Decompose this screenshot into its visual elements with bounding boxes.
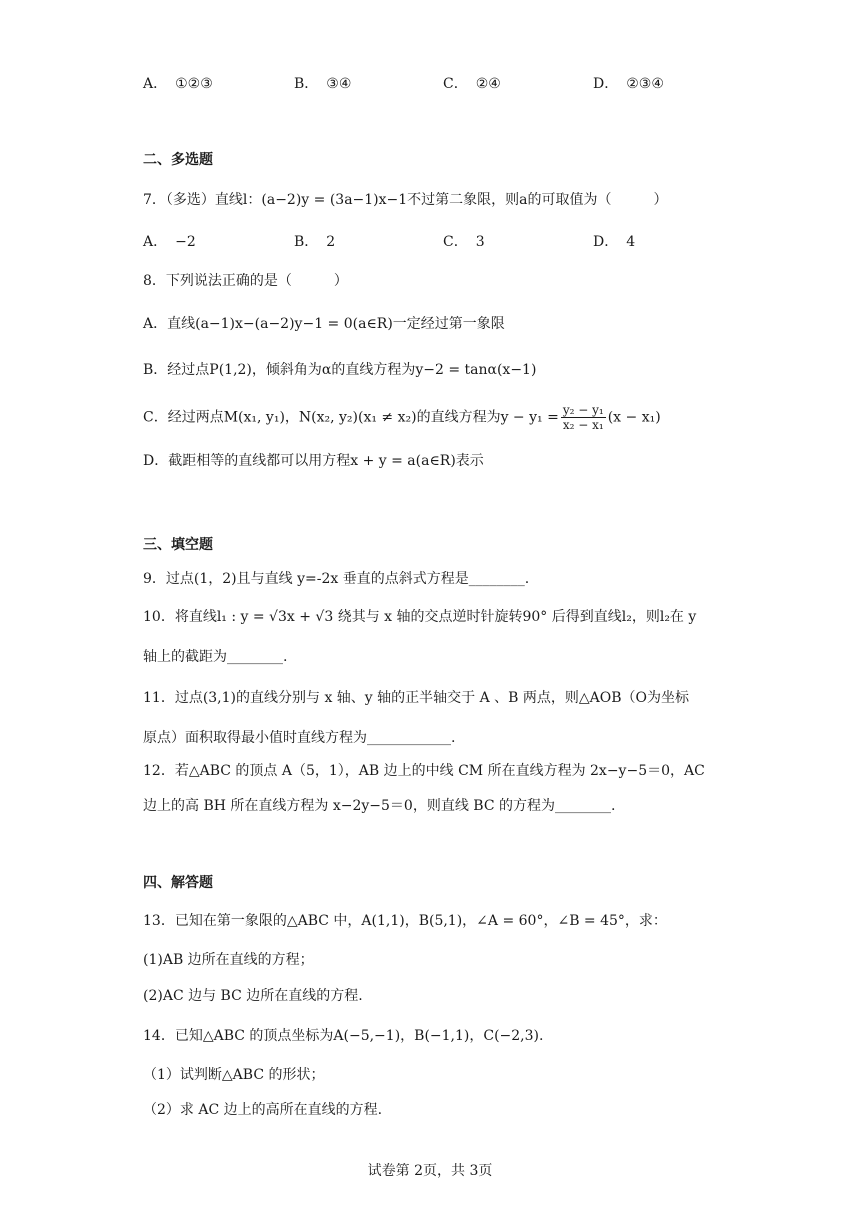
q10-line2: 轴上的截距为________. (143, 649, 288, 665)
fraction-numerator: y₂ − y₁ (562, 403, 604, 417)
q11-line2: 原点）面积取得最小值时直线方程为____________. (143, 730, 456, 746)
q8-option-c-text: C．经过两点M(x₁, y₁)，N(x₂, y₂)(x₁ ≠ x₂)的直线方程为y − y₁ = (143, 409, 559, 426)
q13-stem: 13．已知在第一象限的△ABC 中，A(1,1)，B(5,1)，∠A = 60°，∠B = 45°，求： (143, 913, 667, 929)
q10-line1: 10．将直线l₁ : y = √3x + √3 绕其与 x 轴的交点逆时针旋转90° 后得到直线l₂，则l₂在 y (143, 609, 697, 625)
q7-options (143, 231, 763, 251)
section-heading-multiple-choice: 二、多选题 (143, 152, 213, 168)
q8-option-c-fraction (561, 403, 606, 432)
q6-options (143, 73, 763, 93)
q8-stem: 8．下列说法正确的是（ ） (143, 273, 348, 289)
q7-option-d: D． 4 (593, 234, 636, 250)
q14-part1: （1）试判断△ABC 的形状； (143, 1067, 325, 1083)
q13-part2: (2)AC 边与 BC 边所在直线的方程. (143, 988, 363, 1004)
section-heading-fill-in: 三、填空题 (143, 537, 213, 553)
page-footer: 试卷第 2页，共 3页 (367, 1163, 493, 1179)
q8-option-c-tail: (x − x₁) (607, 409, 661, 426)
q8-option-b: B．经过点P(1,2)，倾斜角为α的直线方程为y−2 = tanα(x−1) (143, 362, 537, 378)
q7-option-a: A． −2 (143, 234, 196, 250)
q13-part1: (1)AB 边所在直线的方程； (143, 952, 314, 968)
q7-option-b: B． 2 (294, 234, 336, 250)
q11-line1: 11．过点(3,1)的直线分别与 x 轴、y 轴的正半轴交于 A 、B 两点，则△AOB（O为坐标 (143, 690, 690, 706)
q8-option-c (143, 403, 661, 432)
q14-stem: 14．已知△ABC 的顶点坐标为A(−5,−1)，B(−1,1)，C(−2,3). (143, 1028, 544, 1044)
q8-option-a: A．直线(a−1)x−(a−2)y−1 = 0(a∈R)一定经过第一象限 (143, 316, 505, 332)
q12-line2: 边上的高 BH 所在直线方程为 x−2y−5＝0，则直线 BC 的方程为________. (143, 798, 616, 814)
q6-option-c: C． ②④ (443, 76, 501, 92)
q6-option-b: B． ③④ (294, 76, 352, 92)
q9-text: 9．过点(1，2)且与直线 y=-2x 垂直的点斜式方程是________. (143, 571, 530, 587)
q6-option-a: A． ①②③ (143, 76, 213, 92)
section-heading-solutions: 四、解答题 (143, 875, 213, 891)
fraction-denominator: x₂ − x₁ (562, 418, 604, 432)
q14-part2: （2）求 AC 边上的高所在直线的方程. (143, 1102, 383, 1118)
q7-stem: 7．（多选）直线l：(a−2)y = (3a−1)x−1不过第二象限，则a的可取值为（ ） (143, 192, 668, 208)
q8-option-d: D．截距相等的直线都可以用方程x + y = a(a∈R)表示 (143, 453, 484, 469)
q12-line1: 12．若△ABC 的顶点 A（5，1），AB 边上的中线 CM 所在直线方程为 2x−y−5＝0，AC (143, 763, 705, 779)
q7-option-c: C． 3 (443, 234, 485, 250)
q6-option-d: D． ②③④ (593, 76, 664, 92)
